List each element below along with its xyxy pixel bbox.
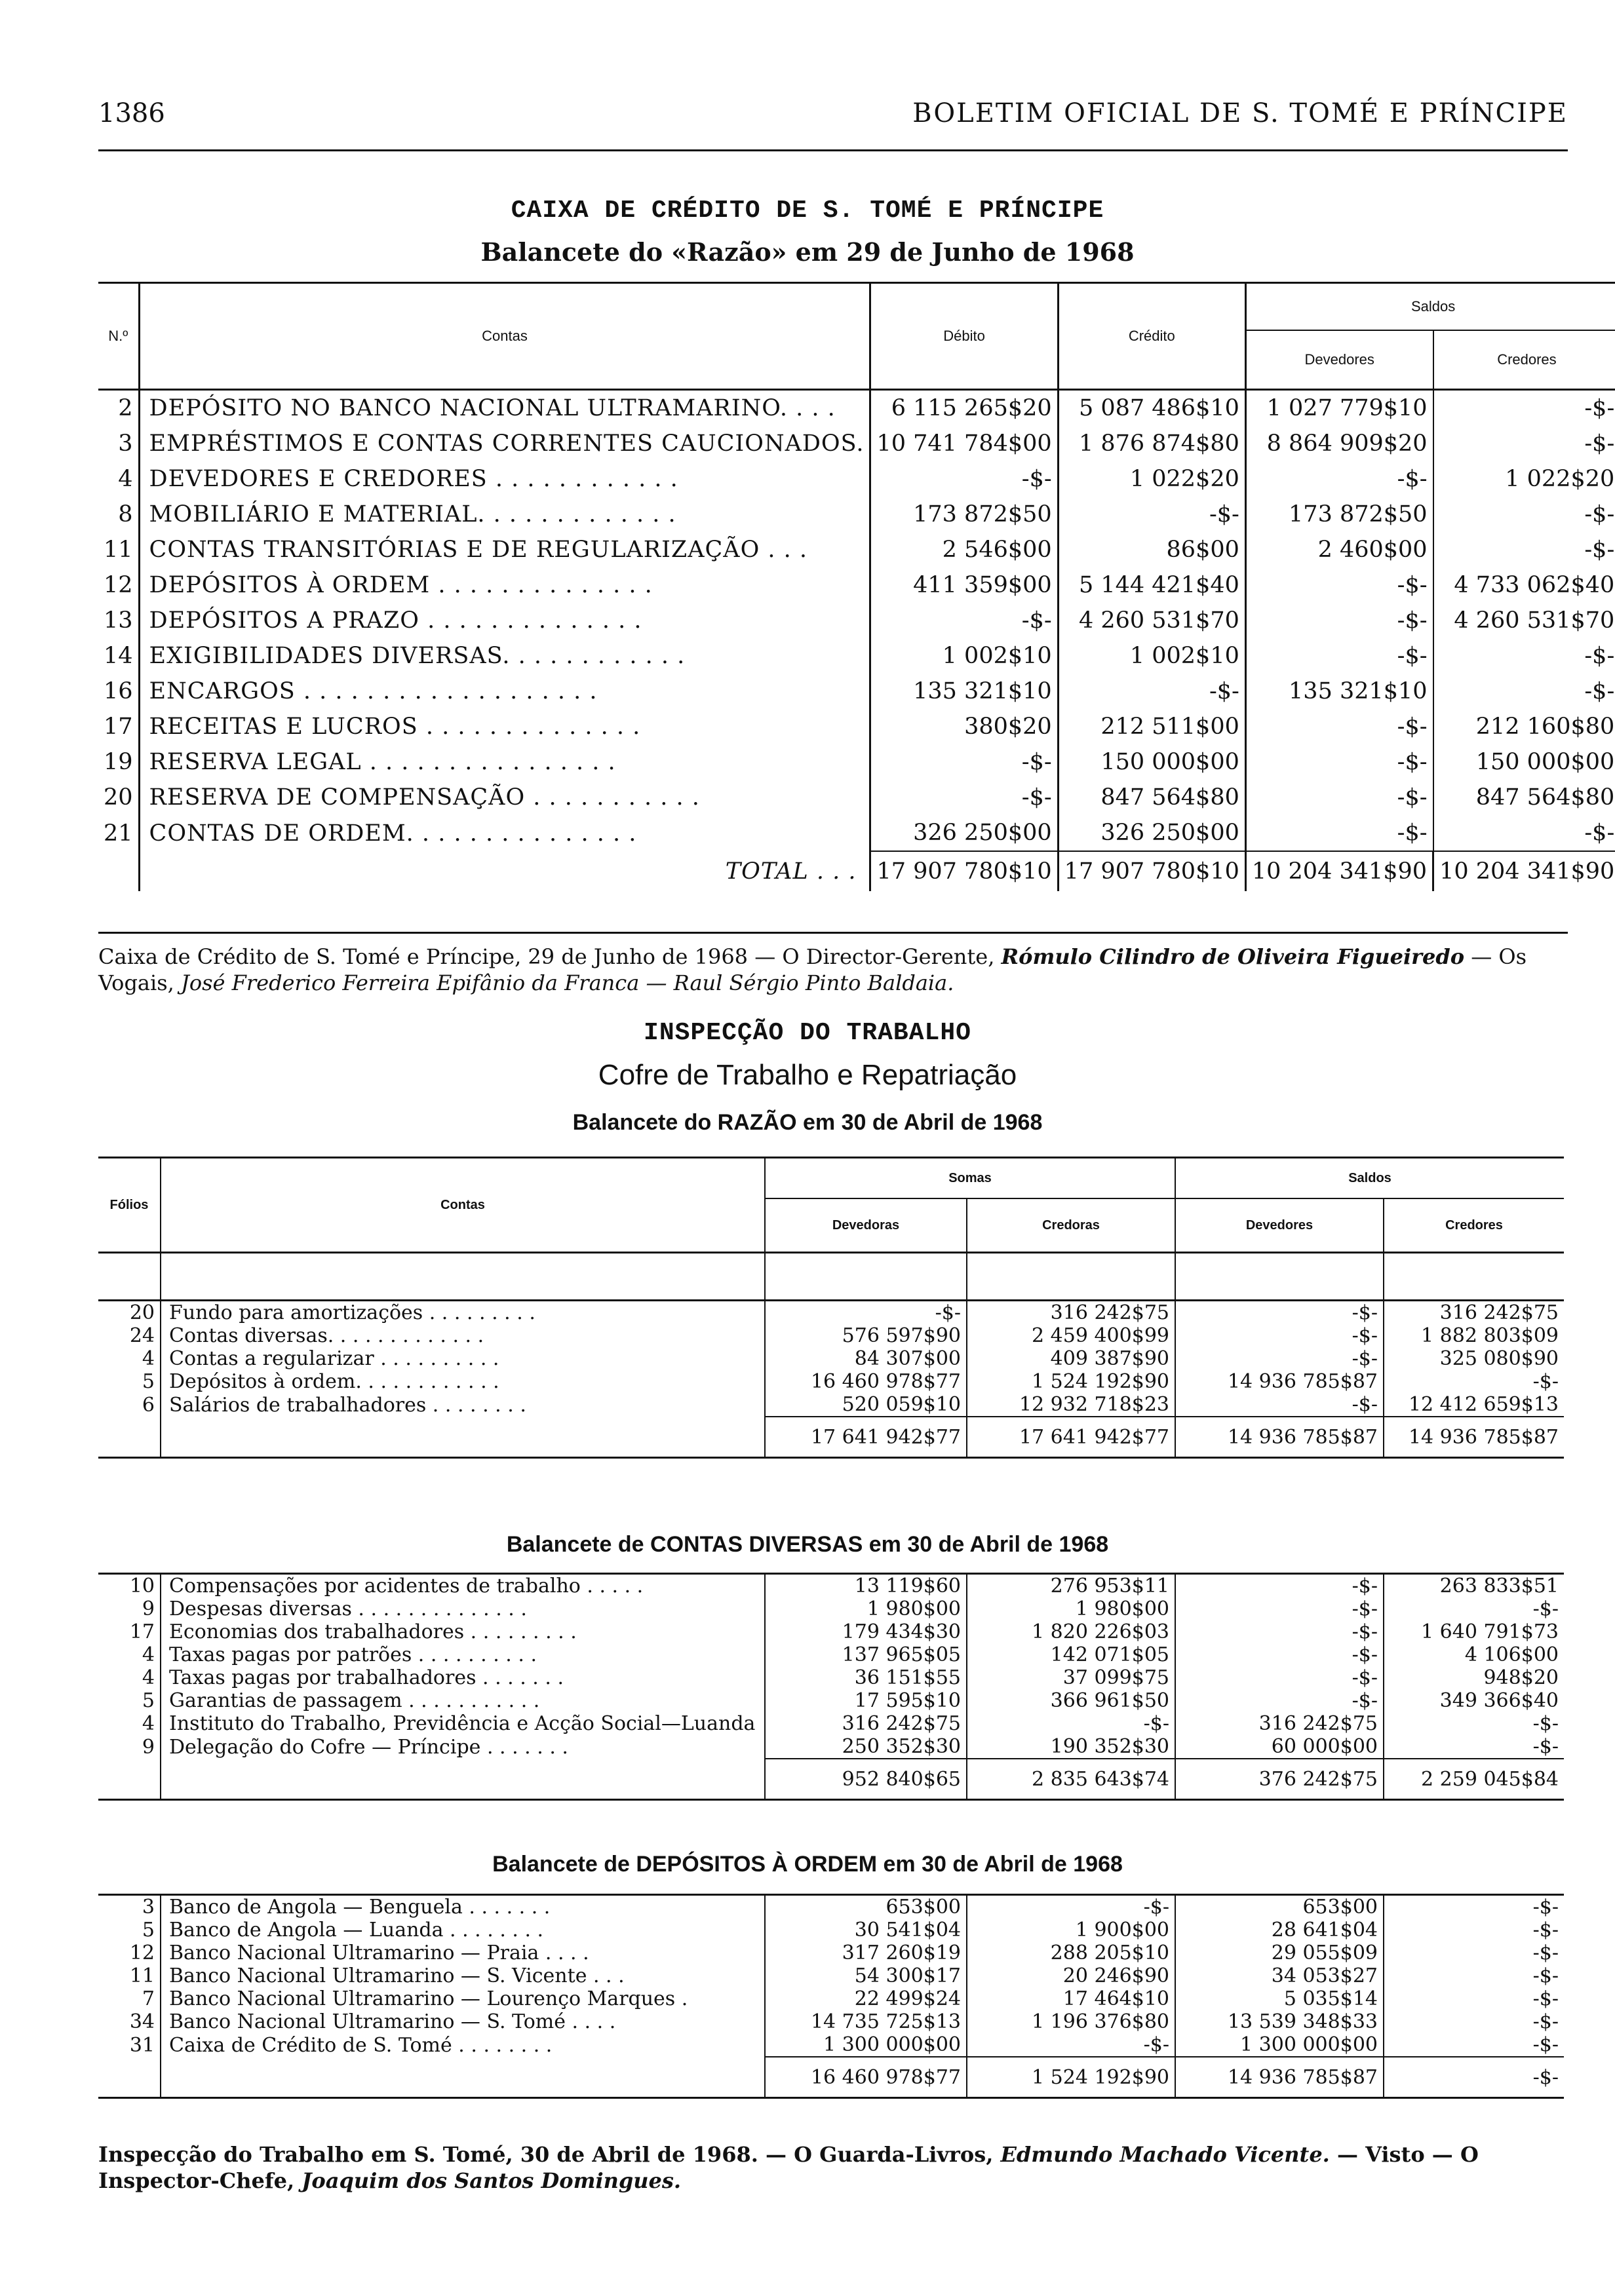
row-account: EMPRÉSTIMOS E CONTAS CORRENTES CAUCIONADOS. (139, 426, 870, 461)
table-row (98, 1574, 1564, 1598)
row-scred: 349 366$40 (1439, 1689, 1559, 1712)
razao-total-scred: 14 936 785$87 (1384, 1417, 1564, 1458)
col-s-devedores: Devedores (1175, 1198, 1384, 1253)
row-number: 11 (98, 532, 139, 567)
table-row (98, 1643, 1564, 1666)
caixa-total-devedores: 10 204 341$90 (1245, 851, 1433, 891)
row-credores: 212 160$80 (1475, 714, 1615, 740)
row-sdev: 28 641$04 (1175, 1919, 1384, 1942)
table-row (98, 1620, 1564, 1643)
row-cred: 409 387$90 (967, 1347, 1175, 1370)
depositos-total-scred: -$- (1384, 2057, 1564, 2098)
row-sdev: -$- (1175, 1324, 1384, 1347)
row-number: 8 (98, 497, 139, 532)
row-scred: -$- (1532, 1942, 1559, 1964)
caixa-footer-vogais: José Frederico Ferreira Epifânio da Franca — Raul Sérgio Pinto Baldaia. (181, 970, 954, 995)
row-number: 19 (98, 744, 139, 780)
row-account: EXIGIBILIDADES DIVERSAS. . . . . . . . . . . . (139, 638, 870, 674)
row-account: RESERVA DE COMPENSAÇÃO . . . . . . . . . . . (139, 780, 870, 815)
row-credores: -$- (1584, 501, 1615, 527)
row-credito: 1 022$20 (1058, 461, 1245, 497)
row-dev: 84 307$00 (765, 1347, 967, 1370)
row-credito: 212 511$00 (1058, 709, 1245, 744)
row-scred: -$- (1532, 2033, 1559, 2056)
table-row (98, 815, 1615, 851)
table-row (98, 1987, 1564, 2010)
row-scred: 948$20 (1483, 1666, 1559, 1689)
row-devedores: 2 460$00 (1245, 532, 1433, 567)
row-account: DEPÓSITO NO BANCO NACIONAL ULTRAMARINO. . . . (139, 390, 870, 427)
row-cred: 1 196 376$80 (967, 2010, 1175, 2033)
row-credores: 150 000$00 (1475, 749, 1615, 775)
row-credores: 4 260 531$70 (1454, 607, 1615, 634)
row-scred: 4 106$00 (1464, 1643, 1559, 1666)
row-dev: 13 119$60 (765, 1574, 967, 1598)
row-folio: 9 (98, 1735, 161, 1759)
row-cred: 1 900$00 (967, 1919, 1175, 1942)
row-account: DEPÓSITOS A PRAZO . . . . . . . . . . . . . . (139, 603, 870, 638)
row-sdev: 14 936 785$87 (1175, 1370, 1384, 1393)
table-row (98, 1964, 1564, 1987)
row-folio: 4 (98, 1666, 161, 1689)
depositos-table (98, 1894, 1564, 2099)
row-sdev: -$- (1175, 1689, 1384, 1712)
row-scred: 1 882 803$09 (1421, 1324, 1559, 1347)
row-credores: 847 564$80 (1475, 784, 1615, 811)
table-row (98, 1735, 1564, 1759)
row-debito: 10 741 784$00 (870, 426, 1058, 461)
row-sdev: 60 000$00 (1175, 1735, 1384, 1759)
row-account: Depósitos à ordem. . . . . . . . . . . . (161, 1370, 765, 1393)
row-sdev: 1 300 000$00 (1175, 2033, 1384, 2057)
col-folios: Fólios (98, 1158, 161, 1253)
row-scred: -$- (1532, 1735, 1559, 1758)
caixa-total-debito: 17 907 780$10 (870, 851, 1058, 891)
row-cred: -$- (967, 1895, 1175, 1919)
row-account: Banco de Angola — Luanda . . . . . . . . (161, 1919, 765, 1942)
row-cred: 366 961$50 (967, 1689, 1175, 1712)
row-account: Instituto do Trabalho, Previdência e Acção Social—Luanda (161, 1712, 765, 1735)
row-folio: 4 (98, 1347, 161, 1370)
table-row (98, 426, 1615, 461)
row-devedores: -$- (1245, 780, 1433, 815)
row-folio: 17 (98, 1620, 161, 1643)
row-folio: 7 (98, 1987, 161, 2010)
row-dev: 1 980$00 (765, 1598, 967, 1620)
table-row (98, 744, 1615, 780)
spacer-row (98, 1253, 1564, 1301)
row-sdev: -$- (1175, 1643, 1384, 1666)
row-debito: -$- (870, 744, 1058, 780)
row-credores: -$- (1584, 537, 1615, 563)
diversas-table (98, 1573, 1564, 1801)
row-devedores: -$- (1245, 638, 1433, 674)
razao-title: Balancete do RAZÃO em 30 de Abril de 1968 (572, 1110, 1043, 1135)
row-number: 20 (98, 780, 139, 815)
row-credores: 4 733 062$40 (1454, 572, 1615, 598)
row-devedores: -$- (1245, 567, 1433, 603)
table-row (98, 497, 1615, 532)
inspeccao-footer (98, 2141, 1568, 2194)
row-debito: 6 115 265$20 (870, 390, 1058, 427)
row-account: Banco de Angola — Benguela . . . . . . . (161, 1895, 765, 1919)
inspeccao-footer-inspector: Joaquim dos Santos Domingues. (302, 2168, 682, 2193)
row-cred: 1 820 226$03 (967, 1620, 1175, 1643)
row-dev: 317 260$19 (765, 1942, 967, 1964)
row-credores: -$- (1584, 643, 1615, 669)
inspeccao-footer-guarda: Edmundo Machado Vicente. (1000, 2142, 1330, 2167)
table-row (98, 1942, 1564, 1964)
row-scred: -$- (1532, 1370, 1559, 1393)
row-cred: 1 524 192$90 (967, 1370, 1175, 1393)
row-debito: 1 002$10 (870, 638, 1058, 674)
row-credito: 1 876 874$80 (1058, 426, 1245, 461)
table-row (98, 780, 1615, 815)
row-number: 4 (98, 461, 139, 497)
table-row (98, 674, 1615, 709)
row-folio: 12 (98, 1942, 161, 1964)
row-cred: 190 352$30 (967, 1735, 1175, 1759)
row-cred: -$- (967, 2033, 1175, 2057)
row-dev: 250 352$30 (765, 1735, 967, 1759)
table-row (98, 603, 1615, 638)
row-account: Salários de trabalhadores . . . . . . . . (161, 1393, 765, 1417)
row-folio: 9 (98, 1598, 161, 1620)
row-credores: -$- (1584, 430, 1615, 457)
row-folio: 6 (98, 1393, 161, 1417)
table-row (98, 1919, 1564, 1942)
col-s-credores: Credores (1445, 1217, 1503, 1233)
row-account: RECEITAS E LUCROS . . . . . . . . . . . . . . (139, 709, 870, 744)
row-dev: 576 597$90 (765, 1324, 967, 1347)
header-rule (98, 149, 1568, 151)
row-sdev: -$- (1175, 1574, 1384, 1598)
row-number: 14 (98, 638, 139, 674)
row-sdev: -$- (1175, 1620, 1384, 1643)
row-account: Taxas pagas por patrões . . . . . . . . . . (161, 1643, 765, 1666)
row-credores: 1 022$20 (1505, 466, 1615, 492)
col-debito: Débito (870, 283, 1058, 390)
col-devedoras: Devedoras (765, 1198, 967, 1253)
row-cred: -$- (967, 1712, 1175, 1735)
row-sdev: 29 055$09 (1175, 1942, 1384, 1964)
row-number: 16 (98, 674, 139, 709)
row-folio: 5 (98, 1370, 161, 1393)
row-cred: 1 980$00 (967, 1598, 1175, 1620)
row-folio: 4 (98, 1712, 161, 1735)
row-scred: 316 242$75 (1439, 1301, 1559, 1324)
caixa-total-credito: 17 907 780$10 (1058, 851, 1245, 891)
row-number: 12 (98, 567, 139, 603)
row-sdev: -$- (1175, 1301, 1384, 1325)
row-credito: -$- (1058, 497, 1245, 532)
row-dev: 179 434$30 (765, 1620, 967, 1643)
table-row (98, 1301, 1564, 1325)
row-cred: 142 071$05 (967, 1643, 1175, 1666)
depositos-title: Balancete de DEPÓSITOS À ORDEM em 30 de Abril de 1968 (492, 1852, 1123, 1877)
col-n: N.º (98, 283, 139, 390)
table-row (98, 1393, 1564, 1417)
row-folio: 11 (98, 1964, 161, 1987)
inspeccao-footer-text-2: — Visto — O Inspector-Chefe, (98, 2142, 1479, 2193)
col-saldos: Saldos (1245, 283, 1615, 331)
table-row (98, 2010, 1564, 2033)
table-row (98, 1347, 1564, 1370)
caixa-footer (98, 944, 1568, 996)
inspeccao-footer-text-1: Inspecção do Trabalho em S. Tomé, 30 de Abril de 1968. — O Guarda-Livros, (98, 2142, 994, 2167)
row-number: 17 (98, 709, 139, 744)
inspeccao-title: INSPECÇÃO DO TRABALHO (644, 1019, 971, 1047)
row-debito: -$- (870, 780, 1058, 815)
row-debito: 2 546$00 (870, 532, 1058, 567)
row-dev: 36 151$55 (765, 1666, 967, 1689)
depositos-total-sdev: 14 936 785$87 (1175, 2057, 1384, 2098)
col-devedores: Devedores (1245, 330, 1433, 390)
row-dev: 14 735 725$13 (765, 2010, 967, 2033)
row-account: Banco Nacional Ultramarino — Praia . . . . (161, 1942, 765, 1964)
razao-total-cred: 17 641 942$77 (967, 1417, 1175, 1458)
publication-title: BOLETIM OFICIAL DE S. TOMÉ E PRÍNCIPE (912, 98, 1568, 128)
row-folio: 31 (98, 2033, 161, 2057)
row-debito: 173 872$50 (870, 497, 1058, 532)
table-row (98, 1324, 1564, 1347)
row-cred: 12 932 718$23 (967, 1393, 1175, 1417)
row-account: Fundo para amortizações . . . . . . . . . (161, 1301, 765, 1325)
row-devedores: -$- (1245, 709, 1433, 744)
row-devedores: 135 321$10 (1245, 674, 1433, 709)
table-row (98, 1712, 1564, 1735)
row-account: Delegação do Cofre — Príncipe . . . . . . . (161, 1735, 765, 1759)
table-row (98, 1370, 1564, 1393)
row-cred: 276 953$11 (967, 1574, 1175, 1598)
row-debito: 411 359$00 (870, 567, 1058, 603)
row-account: Banco Nacional Ultramarino — S. Vicente . . . (161, 1964, 765, 1987)
caixa-subtitle: Balancete do «Razão» em 29 de Junho de 1968 (480, 237, 1135, 267)
row-credores: -$- (1584, 820, 1615, 846)
row-sdev: 316 242$75 (1175, 1712, 1384, 1735)
row-account: CONTAS DE ORDEM. . . . . . . . . . . . . . . (139, 815, 870, 851)
caixa-footer-text-1: Caixa de Crédito de S. Tomé e Príncipe, 29 de Junho de 1968 — O Director-Gerente, (98, 944, 995, 969)
row-credito: 326 250$00 (1058, 815, 1245, 851)
row-folio: 24 (98, 1324, 161, 1347)
row-folio: 10 (98, 1574, 161, 1598)
diversas-total-cred: 2 835 643$74 (967, 1759, 1175, 1800)
row-scred: -$- (1532, 1919, 1559, 1942)
row-devedores: 1 027 779$10 (1245, 390, 1433, 427)
diversas-title: Balancete de CONTAS DIVERSAS em 30 de Abril de 1968 (506, 1532, 1109, 1557)
razao-table (98, 1157, 1564, 1459)
row-scred: -$- (1532, 1987, 1559, 2010)
row-debito: -$- (870, 461, 1058, 497)
table-row (98, 461, 1615, 497)
row-folio: 20 (98, 1301, 161, 1325)
row-folio: 3 (98, 1895, 161, 1919)
row-cred: 288 205$10 (967, 1942, 1175, 1964)
table-row (98, 709, 1615, 744)
table-row (98, 1689, 1564, 1712)
row-number: 2 (98, 390, 139, 427)
row-sdev: -$- (1175, 1598, 1384, 1620)
row-account: Taxas pagas por trabalhadores . . . . . . . (161, 1666, 765, 1689)
row-account: Contas a regularizar . . . . . . . . . . (161, 1347, 765, 1370)
row-account: Contas diversas. . . . . . . . . . . . . (161, 1324, 765, 1347)
row-credores: -$- (1584, 395, 1615, 421)
row-credito: 86$00 (1058, 532, 1245, 567)
row-number: 21 (98, 815, 139, 851)
col-credoras: Credoras (967, 1198, 1175, 1253)
caixa-title: CAIXA DE CRÉDITO DE S. TOMÉ E PRÍNCIPE (511, 197, 1104, 225)
row-credito: 847 564$80 (1058, 780, 1245, 815)
row-number: 13 (98, 603, 139, 638)
depositos-total-cred: 1 524 192$90 (967, 2057, 1175, 2098)
row-account: Economias dos trabalhadores . . . . . . . . . (161, 1620, 765, 1643)
row-cred: 20 246$90 (967, 1964, 1175, 1987)
row-scred: -$- (1532, 2010, 1559, 2033)
row-sdev: -$- (1175, 1666, 1384, 1689)
row-credores: -$- (1584, 678, 1615, 704)
caixa-bottom-rule (98, 932, 1568, 934)
row-dev: 17 595$10 (765, 1689, 967, 1712)
caixa-balance-table (98, 282, 1615, 891)
row-dev: 137 965$05 (765, 1643, 967, 1666)
depositos-total-dev: 16 460 978$77 (765, 2057, 967, 2098)
row-account: ENCARGOS . . . . . . . . . . . . . . . . . . . (139, 674, 870, 709)
caixa-total-credores: 10 204 341$90 (1433, 851, 1615, 891)
row-folio: 5 (98, 1689, 161, 1712)
row-debito: -$- (870, 603, 1058, 638)
row-account: Banco Nacional Ultramarino — Lourenço Marques . (161, 1987, 765, 2010)
table-row (98, 1598, 1564, 1620)
row-scred: -$- (1532, 1896, 1559, 1919)
row-cred: 2 459 400$99 (967, 1324, 1175, 1347)
row-dev: 653$00 (765, 1895, 967, 1919)
row-account: DEPÓSITOS À ORDEM . . . . . . . . . . . . . . (139, 567, 870, 603)
row-folio: 34 (98, 2010, 161, 2033)
row-credito: 5 087 486$10 (1058, 390, 1245, 427)
row-dev: 16 460 978$77 (765, 1370, 967, 1393)
row-sdev: -$- (1175, 1393, 1384, 1417)
col-credores: Credores (1497, 351, 1557, 368)
row-sdev: 34 053$27 (1175, 1964, 1384, 1987)
row-account: Compensações por acidentes de trabalho . . . . . (161, 1574, 765, 1598)
col-somas: Somas (765, 1158, 1175, 1199)
row-debito: 380$20 (870, 709, 1058, 744)
table-row (98, 638, 1615, 674)
row-account: Despesas diversas . . . . . . . . . . . . . . (161, 1598, 765, 1620)
row-devedores: -$- (1245, 744, 1433, 780)
row-scred: 12 412 659$13 (1408, 1393, 1559, 1416)
col-credito: Crédito (1058, 283, 1245, 390)
table-row (98, 2033, 1564, 2057)
row-dev: 1 300 000$00 (765, 2033, 967, 2057)
caixa-footer-signatory: Rómulo Cilindro de Oliveira Figueiredo (1001, 944, 1465, 969)
diversas-total-sdev: 376 242$75 (1175, 1759, 1384, 1800)
row-account: Banco Nacional Ultramarino — S. Tomé . . . . (161, 2010, 765, 2033)
diversas-total-scred: 2 259 045$84 (1384, 1759, 1564, 1800)
table-row (98, 532, 1615, 567)
row-dev: 316 242$75 (765, 1712, 967, 1735)
col-saldos: Saldos (1175, 1158, 1564, 1199)
row-scred: 1 640 791$73 (1421, 1620, 1559, 1643)
diversas-total-dev: 952 840$65 (765, 1759, 967, 1800)
caixa-footer-text-2: — Os Vogais, (98, 944, 1527, 995)
col-contas: Contas (139, 283, 870, 390)
razao-total-sdev: 14 936 785$87 (1175, 1417, 1384, 1458)
inspeccao-subtitle: Cofre de Trabalho e Repatriação (598, 1059, 1017, 1091)
row-account: MOBILIÁRIO E MATERIAL. . . . . . . . . . . . . (139, 497, 870, 532)
row-credito: -$- (1058, 674, 1245, 709)
row-account: Caixa de Crédito de S. Tomé . . . . . . . . (161, 2033, 765, 2057)
row-account: DEVEDORES E CREDORES . . . . . . . . . . . . (139, 461, 870, 497)
razao-total-dev: 17 641 942$77 (765, 1417, 967, 1458)
row-scred: -$- (1532, 1598, 1559, 1620)
caixa-total-label: TOTAL . . . (139, 851, 870, 891)
row-credito: 150 000$00 (1058, 744, 1245, 780)
row-dev: 30 541$04 (765, 1919, 967, 1942)
row-debito: 135 321$10 (870, 674, 1058, 709)
row-dev: -$- (765, 1301, 967, 1325)
page-number: 1386 (98, 98, 165, 128)
row-account: RESERVA LEGAL . . . . . . . . . . . . . . . . (139, 744, 870, 780)
row-credito: 4 260 531$70 (1058, 603, 1245, 638)
table-row (98, 1666, 1564, 1689)
table-row (98, 1895, 1564, 1919)
row-devedores: 8 864 909$20 (1245, 426, 1433, 461)
row-dev: 54 300$17 (765, 1964, 967, 1987)
row-devedores: -$- (1245, 603, 1433, 638)
row-dev: 520 059$10 (765, 1393, 967, 1417)
row-cred: 17 464$10 (967, 1987, 1175, 2010)
row-dev: 22 499$24 (765, 1987, 967, 2010)
row-credito: 1 002$10 (1058, 638, 1245, 674)
row-devedores: -$- (1245, 815, 1433, 851)
row-cred: 37 099$75 (967, 1666, 1175, 1689)
table-row (98, 390, 1615, 427)
col-contas: Contas (161, 1158, 765, 1253)
row-account: CONTAS TRANSITÓRIAS E DE REGULARIZAÇÃO . . . (139, 532, 870, 567)
row-debito: 326 250$00 (870, 815, 1058, 851)
row-devedores: 173 872$50 (1245, 497, 1433, 532)
row-sdev: -$- (1175, 1347, 1384, 1370)
row-folio: 5 (98, 1919, 161, 1942)
row-scred: 325 080$90 (1439, 1347, 1559, 1370)
row-scred: -$- (1532, 1712, 1559, 1735)
row-cred: 316 242$75 (967, 1301, 1175, 1325)
row-sdev: 653$00 (1175, 1895, 1384, 1919)
row-folio: 4 (98, 1643, 161, 1666)
row-devedores: -$- (1245, 461, 1433, 497)
row-number: 3 (98, 426, 139, 461)
row-scred: 263 833$51 (1439, 1575, 1559, 1598)
row-credito: 5 144 421$40 (1058, 567, 1245, 603)
table-row (98, 567, 1615, 603)
row-account: Garantias de passagem . . . . . . . . . . . (161, 1689, 765, 1712)
row-scred: -$- (1532, 1964, 1559, 1987)
row-sdev: 13 539 348$33 (1175, 2010, 1384, 2033)
row-sdev: 5 035$14 (1175, 1987, 1384, 2010)
